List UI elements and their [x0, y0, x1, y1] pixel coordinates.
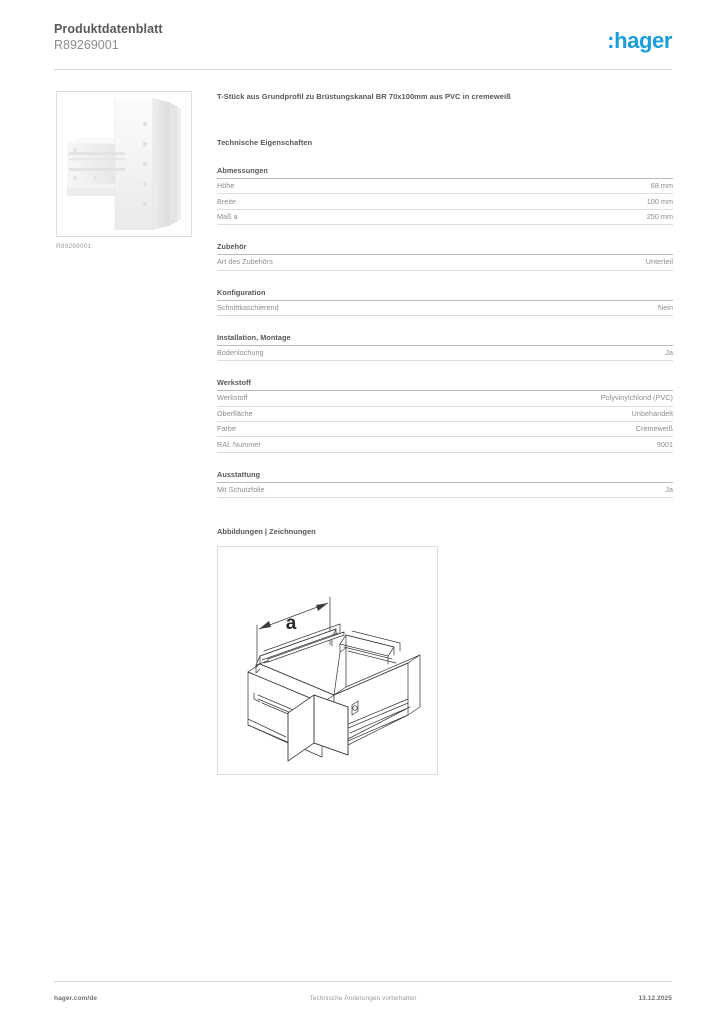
document-reference: R89269001 — [54, 38, 119, 52]
table-row — [217, 210, 673, 225]
spec-value: Ja — [665, 484, 673, 494]
drawings-heading: Abbildungen | Zeichnungen — [217, 527, 316, 537]
spec-label: Bodenlochung — [217, 348, 264, 358]
footer-disclaimer: Technische Änderungen vorbehalten — [309, 995, 417, 1002]
technical-drawing-image — [218, 547, 437, 774]
table-row — [217, 483, 673, 498]
table-row — [217, 437, 673, 452]
spec-group-werkstoff — [217, 378, 673, 453]
page-footer — [54, 995, 672, 1007]
hager-logo — [607, 29, 672, 53]
spec-group-installation — [217, 333, 673, 361]
table-row — [217, 179, 673, 194]
spec-group-ausstattung — [217, 470, 673, 498]
spec-label: RAL Nummer — [217, 439, 261, 449]
spec-value: Polyvinylchlorid (PVC) — [600, 393, 673, 403]
header-divider — [54, 69, 672, 70]
product-description: T-Stück aus Grundprofil zu Brüstungskanal BR 70x100mm aus PVC in cremeweiß — [217, 92, 511, 101]
spec-value: 100 mm — [646, 196, 673, 206]
spec-label: Werkstoff — [217, 393, 248, 403]
table-row — [217, 422, 673, 437]
spec-group-title: Konfiguration — [217, 288, 673, 301]
product-photo-image — [57, 92, 191, 236]
spec-group-abmessungen — [217, 166, 673, 225]
spec-group-title: Abmessungen — [217, 166, 673, 179]
spec-value: Ja — [665, 348, 673, 358]
spec-label: Art des Zubehörs — [217, 257, 273, 267]
technical-properties-heading: Technische Eigenschaften — [217, 138, 313, 147]
spec-group-konfiguration — [217, 288, 673, 316]
table-row — [217, 407, 673, 422]
spec-group-title: Installation, Montage — [217, 333, 673, 346]
table-row — [217, 391, 673, 406]
spec-label: Mit Schutzfolie — [217, 484, 265, 494]
spec-label: Farbe — [217, 424, 237, 434]
main-content — [217, 91, 673, 775]
spec-value: Unbehandelt — [631, 408, 673, 418]
logo-text: hager — [614, 28, 672, 53]
spec-table — [217, 166, 673, 498]
page-header — [54, 22, 672, 66]
spec-label: Höhe — [217, 181, 235, 191]
logo-colon: : — [607, 28, 615, 53]
spec-value: 68 mm — [650, 181, 673, 191]
spec-group-title: Ausstattung — [217, 470, 673, 483]
footer-website-link[interactable]: hager.com/de — [54, 995, 98, 1002]
spec-group-title: Zubehör — [217, 242, 673, 255]
spec-value: Cremeweiß — [635, 424, 673, 434]
technical-drawing — [217, 546, 438, 775]
page-title: Produktdatenblatt — [54, 22, 163, 36]
spec-group-title: Werkstoff — [217, 378, 673, 391]
product-photo-caption: R89269001 — [56, 243, 92, 250]
footer-divider — [54, 981, 672, 982]
table-row — [217, 346, 673, 361]
spec-group-zubehoer — [217, 242, 673, 270]
spec-label: Schnittkaschierend — [217, 302, 279, 312]
footer-date: 13.12.2025 — [638, 995, 672, 1002]
product-photo — [56, 91, 192, 237]
spec-label: Maß a — [217, 211, 238, 221]
dimension-label-a: a — [285, 613, 297, 635]
spec-value: 250 mm — [646, 211, 673, 221]
spec-value: Unterteil — [645, 257, 673, 267]
spec-label: Breite — [217, 196, 237, 206]
spec-value: Nein — [658, 302, 673, 312]
spec-label: Oberfläche — [217, 408, 253, 418]
table-row — [217, 194, 673, 209]
table-row — [217, 255, 673, 270]
table-row — [217, 301, 673, 316]
spec-value: 9001 — [656, 439, 673, 449]
